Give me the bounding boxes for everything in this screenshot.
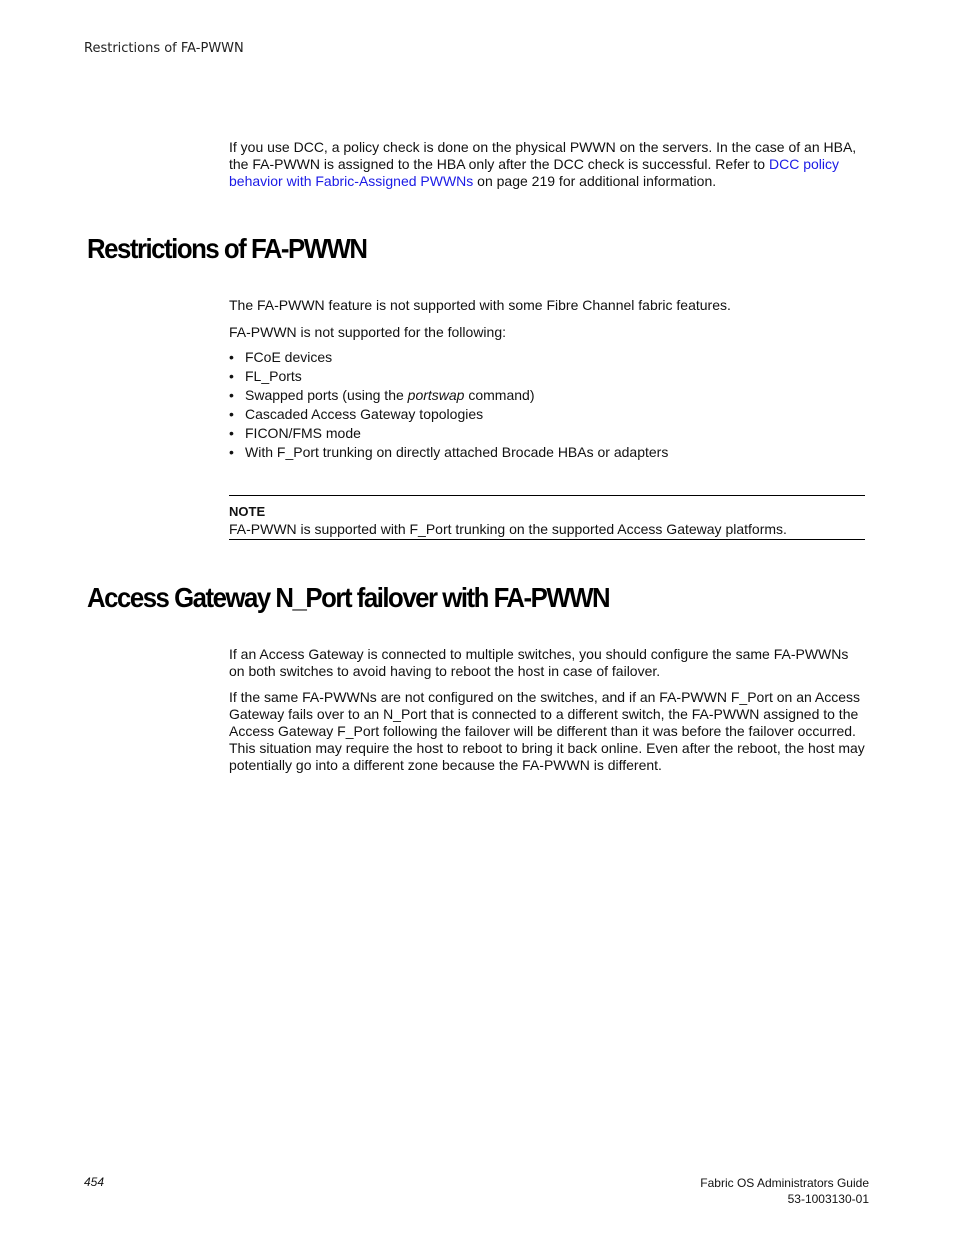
list-item: • Cascaded Access Gateway topologies <box>229 406 484 422</box>
bullet-glyph: • <box>229 387 234 403</box>
intro-text-before: If you use DCC, a policy check is done on the physical PWWN on the servers. In the case of an HBA, the FA-PWWN is assigned to the HBA only after the DCC check is successful. Refer to <box>229 139 857 172</box>
doc-title: Fabric OS Administrators Guide <box>700 1176 869 1190</box>
failover-para-2: If the same FA-PWWNs are not configured on the switches, and if an FA-PWWN F_Port on an Access Gateway fails over to an N_Port that is connected to a different switch, the FA-PWWN assigned to the Access Gateway F_Port following the failover will be different than it was before the failover occurred. This situation may require the host to reboot to bring it back online. Even after the reboot, the host may potentially go into a different zone because the FA-PWWN is different. <box>229 689 865 773</box>
section-heading-failover: Access Gateway N_Port failover with FA-PWWN <box>87 582 610 613</box>
note-box <box>229 495 865 540</box>
restrictions-para-2: FA-PWWN is not supported for the following: <box>229 324 506 340</box>
list-item: • FICON/FMS mode <box>229 425 361 441</box>
dcc-policy-link[interactable]: DCC policy behavior with Fabric-Assigned PWWNs <box>229 156 839 189</box>
intro-text-after: on page 219 for additional information. <box>473 173 717 189</box>
failover-para-1: If an Access Gateway is connected to multiple switches, you should configure the same FA-PWWNs on both switches to avoid having to reboot the host in case of failover. <box>229 646 849 679</box>
bullet-glyph: • <box>229 425 234 441</box>
bullet-glyph: • <box>229 444 234 460</box>
list-item: • With F_Port trunking on directly attached Brocade HBAs or adapters <box>229 444 669 460</box>
command-name: portswap <box>407 387 465 403</box>
restrictions-list <box>229 348 865 462</box>
page-number: 454 <box>84 1175 105 1189</box>
doc-number: 53-1003130-01 <box>787 1192 869 1206</box>
failover-body <box>229 646 865 774</box>
note-text: FA-PWWN is supported with F_Port trunking on the supported Access Gateway platforms. <box>229 521 787 537</box>
bullet-glyph: • <box>229 368 234 384</box>
restrictions-list-container <box>229 348 865 462</box>
section-heading-restrictions: Restrictions of FA-PWWN <box>87 233 367 264</box>
list-item: • FL_Ports <box>229 368 302 384</box>
note-label: NOTE <box>229 504 266 519</box>
footer-doc-info <box>700 1175 869 1207</box>
bullet-glyph: • <box>229 349 234 365</box>
bullet-glyph: • <box>229 406 234 422</box>
running-header: Restrictions of FA-PWWN <box>84 41 244 56</box>
list-item: • Swapped ports (using the portswap command) <box>229 387 535 403</box>
list-item: • FCoE devices <box>229 349 333 365</box>
intro-paragraph <box>229 139 865 190</box>
restrictions-intro <box>229 297 865 341</box>
restrictions-para-1: The FA-PWWN feature is not supported with some Fibre Channel fabric features. <box>229 297 731 313</box>
